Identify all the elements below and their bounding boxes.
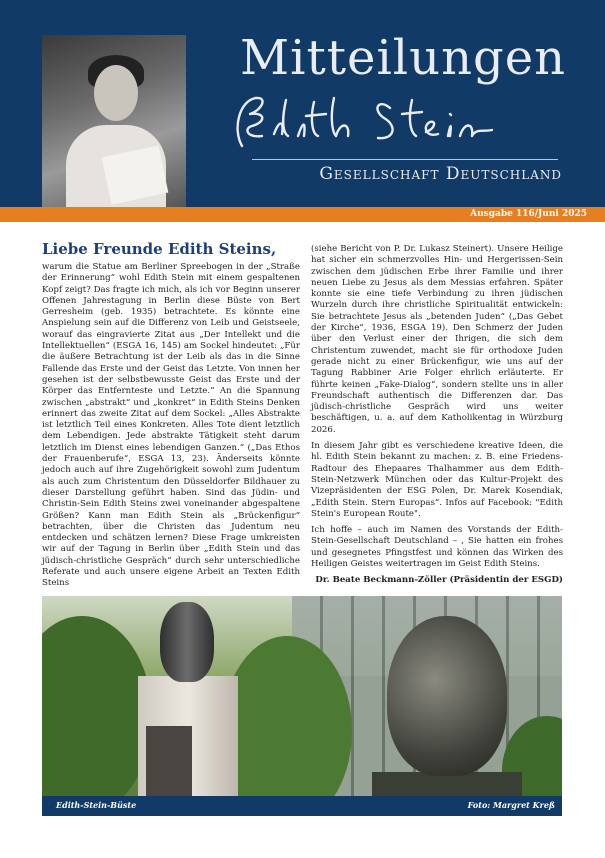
photo-credit: Foto: Margret Kreß bbox=[467, 800, 555, 810]
paragraph: warum die Statue am Berliner Spreebogen in der „Straße der Erinnerung“ wohl Edith Stein mit einem gespaltenen Kopf zeigt? Das fragte ich mich, als ich vor Beginn unserer Offenen Jahrestagung in Berlin diese Büste von Bert Gerresheim (geb. 1935) betrachtete. Es könnte eine Anspielung sein auf die Differenz von Leib und Geistseele, worauf das eingravierte Zitat aus „Der Intellekt und die Intellektuellen“ (ESGA 16, 145) am Sockel hindeutet: „Für die äußere Betrachtung ist der Leib als das in die Sinne Fallende das Erste und der Geist das Letzte. Von innen her gesehen ist der selbstbewusste Geist das Erste und der Körper das Entfernteste und Letzte.“ An die Spannung zwischen „abstrakt“ und „konkret“ in Edith Steins Denken erinnert das zweite Zitat auf dem Sockel: „Alles Abstrakte ist letztlich Teil eines Konkreten. Alles Tote dient letztlich dem Lebendigen. Jede abstrakte Tätigkeit steht darum letztlich im Dienst eines lebendigen Ganzen.“ („Das Ethos der Frauenberufe“, ESGA 13, 23). Änderseits könnte jedoch auch auf ihre Zugehörigkeit sowohl zum Judentum als auch zum Christentum den Düsseldorfer Bildhauer zu dieser Darstellung geführt haben. Sind das Jüdin- und Christin-Sein Edith Steins zwei voneinander abgespaltene Größen? Kann man Edith Stein als „Brückenfigur“ betrachten, über die Christen das Judentum neu entdecken und schätzen lernen? Diese Frage umkreisten wir auf der Tagung in Berlin über „Edith Stein und das jüdisch-christliche Gespräch“ durch sehr unterschiedliche Referate und auch unsere eigene Arbeit an Texten Edith Steins bbox=[42, 262, 300, 589]
society-name: Gesellschaft Deutschland bbox=[319, 164, 562, 184]
signature: Dr. Beate Beckmann-Zöller (Präsidentin der ESGD) bbox=[315, 575, 563, 586]
bust-photo bbox=[42, 596, 562, 816]
edith-stein-signature bbox=[222, 88, 552, 158]
paragraph: In diesem Jahr gibt es verschiedene kreative Ideen, die hl. Edith Stein bekannt zu machen: z. B. eine Friedens-Radtour des Ehepaares Thalhammer aus dem Edith-Stein-Netzwerk München oder das Kultur-Projekt des Vizepräsidenten der ESG Polen, Dr. Marek Kosendiak, „Edith Stein. Stern Europas“. Infos auf Facebook: "Edith Stein's European Route". bbox=[311, 441, 563, 519]
masthead-title: Mitteilungen bbox=[239, 30, 567, 86]
article-column-1 bbox=[42, 262, 300, 595]
portrait-photo bbox=[42, 35, 186, 220]
paragraph: Ich hoffe – auch im Namen des Vorstands der Edith-Stein-Gesellschaft Deutschland – , Sie hatten ein frohes und gesegnetes Pfingstfest und können das Wirken des Heiligen Geistes weitertragen im Geist Edith Steins. bbox=[311, 525, 563, 570]
issue-label: Ausgabe 116/Juni 2025 bbox=[470, 209, 587, 219]
article-column-2 bbox=[311, 244, 563, 592]
masthead-divider bbox=[252, 159, 558, 160]
photo-caption: Edith-Stein-Büste bbox=[56, 800, 137, 810]
paragraph: (siehe Bericht von P. Dr. Lukasz Steinert). Unsere Heilige hat sicher ein schmerzvolles Hin- und Hergerissen-Sein zwischen dem jüdischen Erbe ihrer Familie und ihrer neuen Liebe zu Jesus als dem Messias erfahren. Später konnte sie eine tiefe Verbindung zu ihren jüdischen Wurzeln durch ihre christliche Spiritualität entwickeln: Sie betrachtete Jesus als „betenden Juden“ („Das Gebet der Kirche“, 1936, ESGA 19). Den Schmerz der Juden über den Verlust einer der Ihrigen, die sich dem Christentum zuwendet, macht sie für orthodoxe Juden gerade nicht zu einer Brückenfigur, wie uns auf der Tagung Rabbiner Arie Folger ehrlich erläuterte. Er führte keinen „Fake-Dialog“, sondern stellte uns in aller Freundschaft authentisch die Differenzen dar. Das jüdisch-christliche Gespräch wird uns weiter beschäftigen, u. a. auf dem Katholikentag in Würzburg 2026. bbox=[311, 244, 563, 435]
article-headline: Liebe Freunde Edith Steins, bbox=[42, 240, 277, 258]
